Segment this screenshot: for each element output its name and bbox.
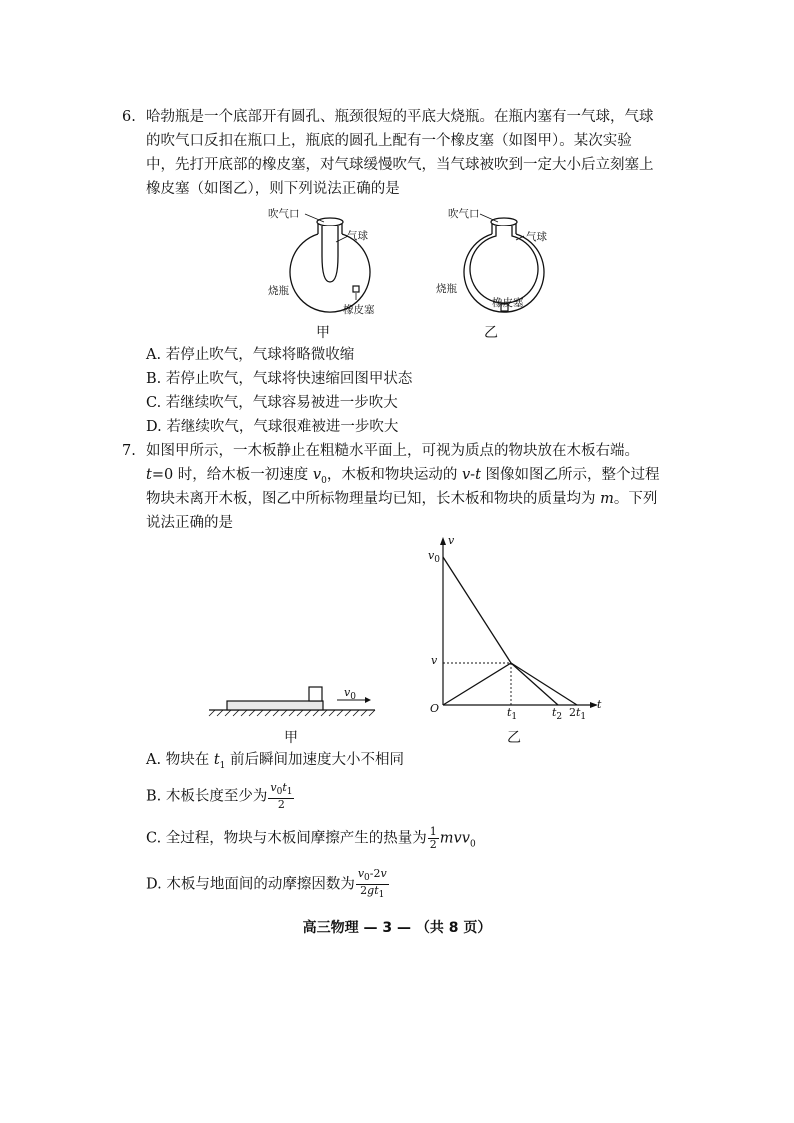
question-6-line-1: 哈勃瓶是一个底部开有圆孔、瓶颈很短的平底大烧瓶。在瓶内塞有一气球，气球	[146, 109, 654, 125]
q7-yi-v0-label: $v_0$	[428, 549, 440, 566]
q7-figure-jia	[205, 680, 385, 725]
q7-option-b: B. 木板长度至少为 $\frac{v_0t_1}{2}$	[146, 781, 293, 812]
fraction-one-half: $\frac{1}{2}$	[429, 825, 437, 851]
question-7-line-3: 物块未离开木板，图乙中所标物理量均已知，长木板和物块的质量均为 m。下列	[146, 491, 658, 507]
q7-yi-y-axis-label: v	[448, 534, 455, 547]
board-line-2	[511, 663, 577, 705]
question-6-number: 6.	[122, 109, 136, 125]
q6-option-c: C. 若继续吹气，气球容易被进一步吹大	[146, 395, 398, 411]
q7-vt-graph	[420, 535, 600, 715]
question-7-line-2: t=0 时，给木板一初速度 $v_0$，木板和物块运动的 v-t 图像如图乙所示，整个过程	[146, 467, 660, 486]
q6-jia-stopper-label: 橡皮塞	[343, 304, 375, 316]
q7-yi-caption: 乙	[507, 730, 521, 746]
q6-yi-stopper-label: 橡皮塞	[492, 297, 524, 309]
q7-jia-velocity-label: $v_0$	[344, 686, 356, 703]
q6-yi-balloon-label: 气球	[526, 231, 547, 243]
question-7-line-1: 如图甲所示，一木板静止在粗糙水平面上，可视为质点的物块放在木板右端。	[146, 443, 639, 459]
q7-yi-t2-label: $t_2$	[552, 706, 563, 723]
page-footer: 高三物理 — 3 — （共 8 页）	[302, 920, 492, 936]
question-6-line-3: 中，先打开底部的橡皮塞，对气球缓慢吹气，当气球被吹到一定大小后立刻塞上	[146, 157, 654, 173]
q6-jia-flask-label: 烧瓶	[268, 285, 289, 297]
q6-yi-flask-label: 烧瓶	[436, 283, 457, 295]
q6-option-b: B. 若停止吹气，气球将快速缩回图甲状态	[146, 371, 413, 387]
q7-option-c: C. 全过程，物块与木板间摩擦产生的热量为 $\frac{1}{2}$ mvv$_0$	[146, 825, 476, 851]
block	[309, 687, 322, 701]
fraction-v0t1-over-2: $\frac{v_0t_1}{2}$	[270, 781, 293, 812]
fraction-friction-coefficient: $\frac{v_0-2v}{2gt_1}$	[357, 867, 387, 901]
question-7-number: 7.	[122, 443, 136, 459]
q6-jia-inlet-label: 吹气口	[268, 208, 300, 220]
q6-jia-caption: 甲	[316, 325, 330, 341]
q7-yi-origin-label: O	[430, 702, 440, 715]
q6-yi-inlet-label: 吹气口	[448, 208, 480, 220]
question-6-line-2: 的吹气口反扣在瓶口上，瓶底的圆孔上配有一个橡皮塞（如图甲）。某次实验	[146, 133, 632, 149]
q7-yi-x-axis-label: t	[597, 698, 602, 711]
balloon-shape	[322, 226, 338, 282]
q6-yi-caption: 乙	[484, 325, 498, 341]
flask-mouth	[491, 218, 517, 226]
q7-yi-t1-label: $t_1$	[507, 706, 518, 723]
question-6-line-4: 橡皮塞（如图乙），则下列说法正确的是	[146, 181, 400, 197]
flask-mouth	[317, 218, 343, 226]
ground-hatching	[209, 710, 375, 716]
stopper-shape	[353, 286, 359, 292]
q7-yi-2t1-label: $2t_1$	[569, 706, 587, 723]
block-line-2	[511, 663, 558, 705]
q7-yi-v-label: v	[431, 654, 438, 667]
wooden-board	[227, 701, 323, 710]
q6-option-d: D. 若继续吹气，气球很难被进一步吹大	[146, 419, 399, 435]
q7-option-a: A. 物块在 $t_1$ 前后瞬间加速度大小不相同	[146, 752, 404, 771]
block-line-1	[443, 663, 511, 705]
q6-option-a: A. 若停止吹气，气球将略微收缩	[146, 347, 355, 363]
q6-jia-balloon-label: 气球	[347, 230, 368, 242]
board-line-1	[443, 557, 511, 663]
q7-option-d: D. 木板与地面间的动摩擦因数为 $\frac{v_0-2v}{2gt_1}$	[146, 867, 387, 901]
question-7-line-4: 说法正确的是	[146, 515, 233, 531]
q6-figure-yi	[434, 200, 574, 345]
q7-jia-caption: 甲	[284, 730, 298, 746]
